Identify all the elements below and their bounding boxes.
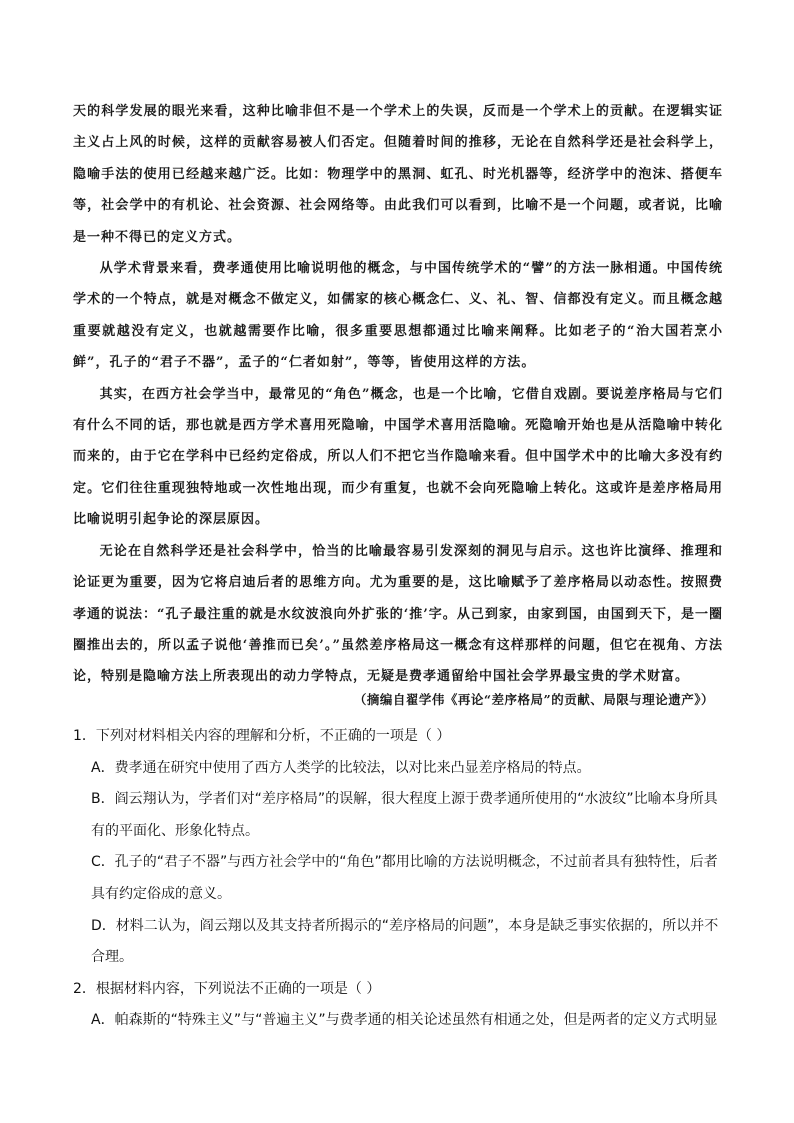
- option-a: A．费孝通在研究中使用了西方人类学的比较法，以对比来凸显差序格局的特点。: [91, 759, 591, 776]
- option-b: B．阎云翔认为，学者们对“差序格局”的误解，很大程度上源于费孝通所使用的“水波纹”比喻本身所具有的平面化、形象化特点。: [91, 791, 718, 839]
- reading-passage: [73, 96, 723, 693]
- question-stem: 1．下列对材料相关内容的理解和分析，不正确的一项是（ ）: [73, 728, 451, 744]
- passage-paragraph-1: 天的科学发展的眼光来看，这种比喻非但不是一个学术上的失误，反而是一个学术上的贡献。在逻辑实证主义占上风的时候，这样的贡献容易被人们否定。但随着时间的推移，无论在自然科学还是社会科学上，隐喻手法的使用已经越来越广泛。比如：物理学中的黑洞、虹孔、时光机器等，经济学中的泡沫、搭便车等，社会学中的有机论、社会资源、社会网络等。由此我们可以看到，比喻不是一个问题，或者说，比喻是一种不得已的定义方式。: [73, 104, 723, 245]
- passage-paragraph-3: 其实，在西方社会学当中，最常见的“角色”概念，也是一个比喻，它借自戏剧。要说差序格局与它们有什么不同的话，那也就是西方学术喜用死隐喻，中国学术喜用活隐喻。死隐喻开始也是从活隐喻中转化而来的，由于它在学科中已经约定俗成，所以人们不把它当作隐喻来看。但中国学术中的比喻大多没有约定。它们往往重现独特地或一次性地出现，而少有重复，也就不会向死隐喻上转化。这或许是差序格局用比喻说明引起争论的深层原因。: [73, 386, 723, 528]
- passage-source: （摘编自翟学伟《再论“差序格局”的贡献、局限与理论遗产》）: [353, 692, 714, 707]
- question-2: [73, 974, 727, 1037]
- option-a: A．帕森斯的“特殊主义”与“普遍主义”与费孝通的相关论述虽然有相通之处，但是两者的定义方式明显: [91, 1012, 718, 1029]
- option-c: C．孔子的“君子不器”与西方社会学中的“角色”都用比喻的方法说明概念，不过前者具有独特性，后者具有约定俗成的意义。: [91, 854, 718, 902]
- question-1: [73, 721, 727, 974]
- passage-paragraph-4: 无论在自然科学还是社会科学中，恰当的比喻最容易引发深刻的洞见与启示。这也许比演绎、推理和论证更为重要，因为它将启迪后者的思维方向。尤为重要的是，这比喻赋予了差序格局以动态性。按照费孝通的说法：“孔子最注重的就是水纹波浪向外扩张的‘推’字。从己到家，由家到国，由国到天下，是一圈圈推出去的，所以孟子说他‘善推而已矣’。”虽然差序格局这一概念有这样那样的问题，但它在视角、方法论，特别是隐喻方法上所表现出的动力学特点，无疑是费孝通留给中国社会学界最宝贵的学术财富。: [73, 543, 723, 685]
- option-d: D．材料二认为，阎云翔以及其支持者所揭示的“差序格局的问题”，本身是缺乏事实依据的，所以并不合理。: [91, 917, 719, 966]
- question-stem: 2．根据材料内容，下列说法不正确的一项是（ ）: [73, 980, 381, 997]
- question-list: [73, 721, 727, 1037]
- passage-paragraph-2: 从学术背景来看，费孝通使用比喻说明他的概念，与中国传统学术的“譬”的方法一脉相通。中国传统学术的一个特点，就是对概念不做定义，如儒家的核心概念仁、义、礼、智、信都没有定义。而且概念越重要就越没有定义，也就越需要作比喻，很多重要思想都通过比喻来阐释。比如老子的“治大国若烹小鲜”，孔子的“君子不器”，孟子的“仁者如射”，等等，皆使用这样的方法。: [73, 261, 723, 371]
